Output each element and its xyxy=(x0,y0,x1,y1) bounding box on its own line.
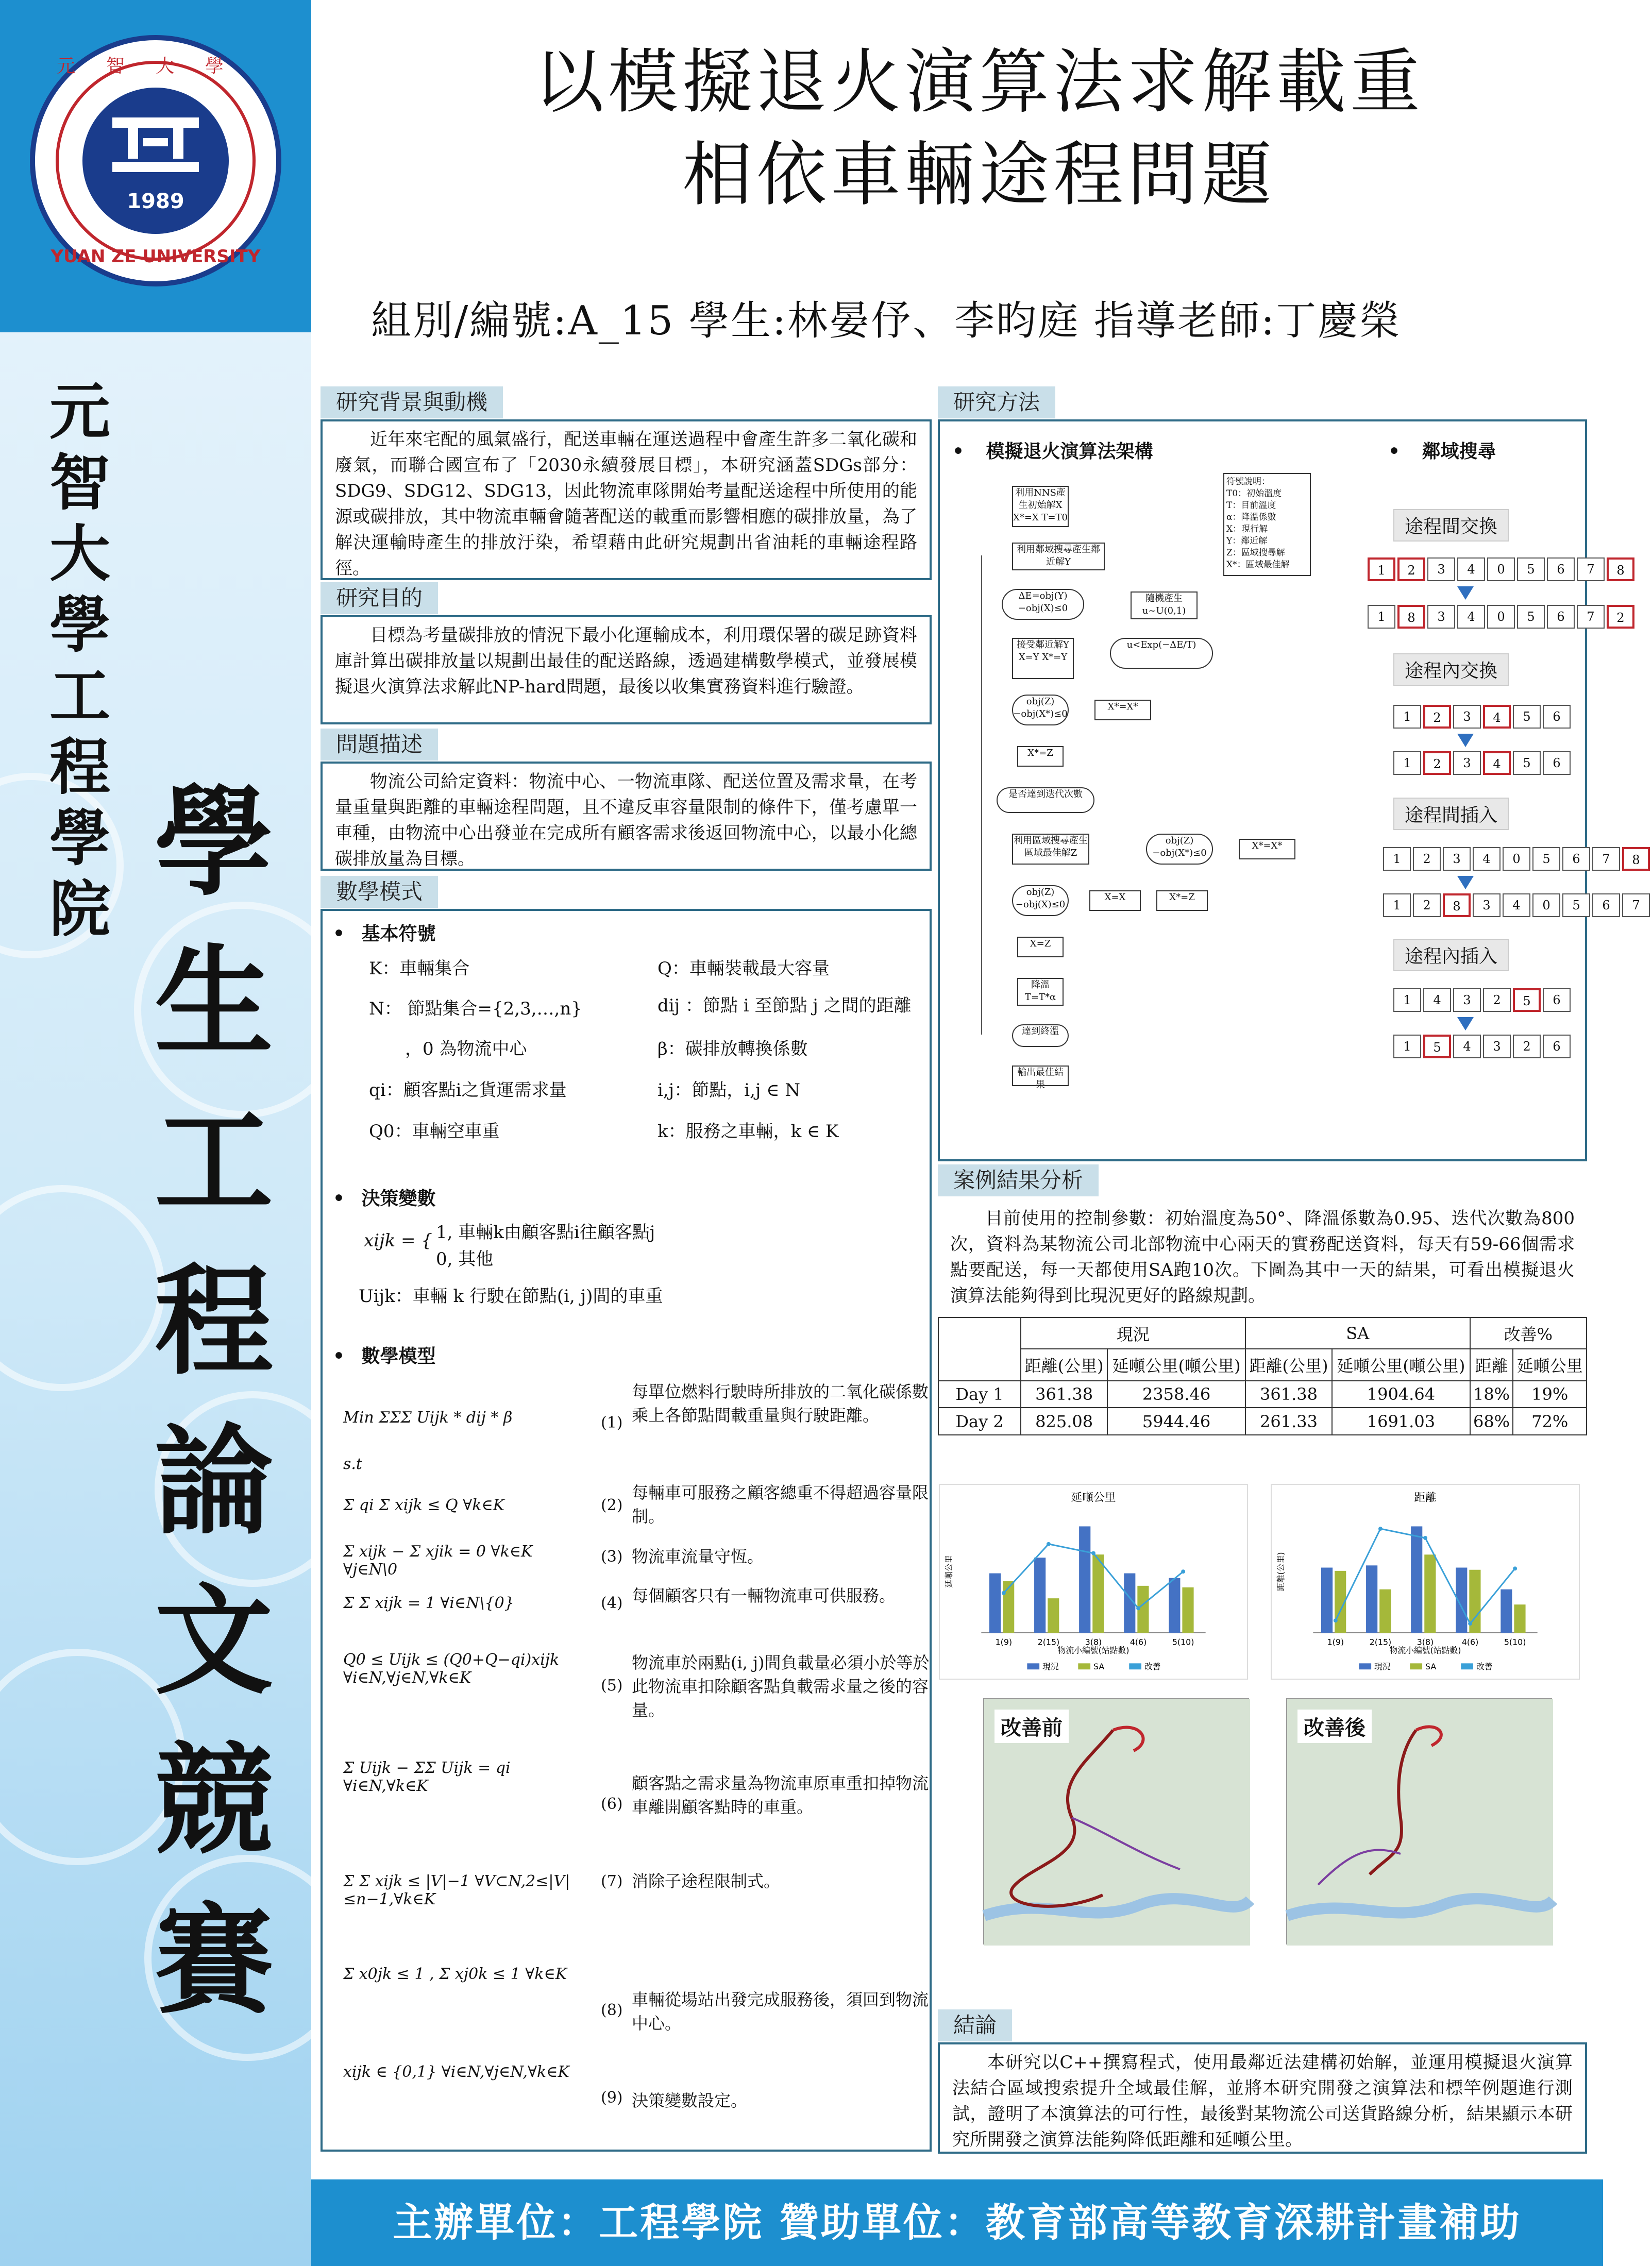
nb-title: 途程內插入 xyxy=(1393,939,1509,971)
nb-array-after xyxy=(1383,893,1652,917)
symbol-item: N： 節點集合={2,3,…,n} xyxy=(369,999,582,1019)
x-tick-label: 2(15) xyxy=(1369,1637,1392,1647)
equation-formula: Min ΣΣΣ Uijk * dij * β xyxy=(343,1409,513,1427)
legend-swatch xyxy=(1461,1663,1473,1669)
symbol-item: Q0：車輛空車重 xyxy=(369,1121,500,1142)
array-cell: 1 xyxy=(1393,1035,1421,1058)
bullet-decision: • 決策變數 xyxy=(333,1188,436,1209)
logo-year: 1989 xyxy=(127,190,184,213)
flow-decision: obj(Z)−obj(X*)≤0 xyxy=(1146,834,1213,865)
flow-decision: ΔE=obj(Y)−obj(X)≤0 xyxy=(1002,589,1084,620)
equation-desc: 消除子途程限制式。 xyxy=(632,1871,781,1891)
conclusion-text: 本研究以C++撰寫程式，使用最鄰近法建構初始解，並運用模擬退火演算法結合區域搜索提升全域最佳解，並將本研究開發之演算法和標竿例題進行測試，證明了本演算法的可行性，最後對某物流公司送貨路線分析，結果顯示本研究所開發之演算法能夠降低距離和延噸公里。 xyxy=(952,2052,1573,2150)
bar xyxy=(1424,1554,1436,1633)
bar xyxy=(1048,1598,1059,1633)
legend-label: 改善 xyxy=(1476,1662,1493,1672)
table-col-header: 延噸公里(噸公里) xyxy=(1107,1349,1245,1380)
college-name: 元智大學工程學院 xyxy=(49,376,110,945)
map-label-before: 改善前 xyxy=(994,1710,1069,1743)
array-cell: 1 xyxy=(1393,988,1421,1012)
x-tick-label: 2(15) xyxy=(1037,1637,1060,1647)
st-label: s.t xyxy=(343,1455,362,1473)
flow-step: 利用NNS產生初始解X X*=X T=T0 xyxy=(1012,486,1069,527)
array-cell: 3 xyxy=(1473,893,1501,917)
purpose-text: 目標為考量碳排放的情況下最小化運輸成本，利用環保署的碳足跡資料庫計算出碳排放量以規劃出最佳的配送路線，透過建構數學模式，並發展模擬退火演算法求解此NP-hard問題，最後以收集實務資料進行驗證。 xyxy=(335,625,917,697)
table-cell: 2358.46 xyxy=(1107,1381,1245,1408)
array-cell: 0 xyxy=(1487,605,1515,629)
legend-label: 現況 xyxy=(1374,1662,1391,1672)
nb-label: 鄰域搜尋 xyxy=(1422,441,1496,462)
array-cell: 3 xyxy=(1443,847,1471,871)
flow-decision: 達到終溫 xyxy=(1012,1024,1069,1047)
array-cell: 4 xyxy=(1473,847,1501,871)
table-cell: 361.38 xyxy=(1021,1381,1107,1408)
nb-title: 途程內交換 xyxy=(1393,653,1509,686)
math-box xyxy=(321,909,932,2152)
section-heading-purpose: 研究目的 xyxy=(321,582,438,614)
array-cell: 6 xyxy=(1543,751,1571,775)
flow-decision: obj(Z)−obj(X)≤0 xyxy=(1012,885,1069,916)
nb-array-after xyxy=(1368,605,1637,629)
equation-number: (5) xyxy=(601,1677,623,1695)
flow-step: X*=Z xyxy=(1017,746,1064,767)
legend-label: 改善 xyxy=(1144,1662,1161,1672)
array-cell: 4 xyxy=(1453,1035,1481,1058)
array-cell: 7 xyxy=(1622,893,1650,917)
legend-label: SA xyxy=(1093,1662,1105,1672)
array-cell: 3 xyxy=(1427,605,1455,629)
results-text: 目前使用的控制參數：初始溫度為50°、降溫係數為0.95、迭代次數為800次，資料為某物流公司北部物流中心兩天的實務配送資料，每天有59-66個需求點要配送，每一天都使用SA跑10次。下圖為其中一天的結果，可看出模擬退火演算法能夠得到比現況更好的路線規劃。 xyxy=(950,1208,1575,1306)
x-axis-label: 物流小編號(站點數) xyxy=(1057,1645,1130,1655)
symbol-item: Q：車輛裝載最大容量 xyxy=(658,958,830,979)
symbol-item: β：碳排放轉換係數 xyxy=(658,1039,808,1059)
array-cell: 2 xyxy=(1423,751,1451,775)
footer: 主辦單位：工程學院 贊助單位：教育部高等教育深耕計畫補助 xyxy=(311,2179,1603,2266)
legend-item: T：目前溫度 xyxy=(1226,500,1276,511)
array-cell: 8 xyxy=(1397,605,1425,629)
nb-title: 途程間插入 xyxy=(1393,798,1509,830)
chart-title: 延噸公里 xyxy=(1071,1491,1116,1504)
bar xyxy=(1379,1589,1391,1633)
nb-array-before xyxy=(1368,557,1637,581)
equation-number: (4) xyxy=(601,1594,623,1612)
equation-formula: Q0 ≤ Uijk ≤ (Q0+Q−qi)xijk ∀i∈N,∀j∈N,∀k∈K xyxy=(343,1651,560,1687)
conclusion-box xyxy=(938,2042,1587,2154)
array-cell: 0 xyxy=(1532,893,1560,917)
decision-x1: 1, 車輛k由顧客點i往顧客點j xyxy=(436,1222,655,1243)
array-cell: 5 xyxy=(1532,847,1560,871)
bar xyxy=(1501,1589,1512,1633)
array-cell: 3 xyxy=(1453,988,1481,1012)
x-tick-label: 4(6) xyxy=(1130,1637,1147,1647)
legend-item: 符號說明： xyxy=(1226,477,1270,487)
line-point xyxy=(1423,1536,1427,1540)
table-cell-day: Day 2 xyxy=(938,1408,1021,1435)
section-heading-background: 研究背景與動機 xyxy=(321,386,503,418)
method-box xyxy=(938,419,1640,1161)
array-cell: 2 xyxy=(1413,893,1441,917)
array-cell: 8 xyxy=(1622,847,1650,871)
array-cell: 3 xyxy=(1453,705,1481,729)
x-tick-label: 3(8) xyxy=(1085,1637,1102,1647)
flow-decision: obj(Z)−obj(X*)≤0 xyxy=(1012,695,1069,725)
flow-step: 隨機產生u~U(0,1) xyxy=(1131,591,1198,619)
problem-box xyxy=(321,762,932,871)
array-cell: 4 xyxy=(1457,605,1485,629)
legend-item: Z：區域搜尋解 xyxy=(1226,548,1285,558)
map-before xyxy=(983,1698,1249,1944)
chart-title: 距離 xyxy=(1414,1491,1437,1504)
nb-array-after xyxy=(1393,1035,1573,1058)
bullet-model: • 數學模型 xyxy=(333,1345,436,1367)
arrow-down-icon xyxy=(1457,876,1474,889)
table-row xyxy=(938,1408,1587,1435)
legend-item: α：降溫係數 xyxy=(1226,512,1276,522)
array-cell: 5 xyxy=(1517,605,1545,629)
sidebar xyxy=(0,0,311,2266)
array-cell: 2 xyxy=(1607,605,1634,629)
bullet-nb: • 鄰域搜尋 xyxy=(1388,441,1496,462)
array-cell: 2 xyxy=(1513,1035,1541,1058)
map-after xyxy=(1286,1698,1552,1944)
equation-number: (1) xyxy=(601,1414,623,1432)
x-tick-label: 4(6) xyxy=(1461,1637,1479,1647)
bar xyxy=(1079,1526,1090,1632)
legend-item: Y：鄰近解 xyxy=(1226,536,1268,546)
chart-distance xyxy=(1271,1484,1580,1680)
sa-label: 模擬退火演算法架構 xyxy=(986,441,1153,462)
table-cell: 19% xyxy=(1513,1381,1587,1408)
table-cell: 5944.46 xyxy=(1107,1408,1245,1435)
legend-swatch xyxy=(1078,1663,1090,1669)
contest-name: 學生工程論文競賽 xyxy=(154,773,273,2030)
equation-formula: Σ x0jk ≤ 1 , Σ xj0k ≤ 1 ∀k∈K xyxy=(343,1965,567,1983)
array-cell: 6 xyxy=(1547,605,1575,629)
legend-item: T0：初始溫度 xyxy=(1226,488,1282,499)
flow-step: X*=X* xyxy=(1094,700,1151,720)
logo-english: YUAN ZE UNIVERSITY xyxy=(50,246,261,267)
arrow-down-icon xyxy=(1457,586,1474,600)
section-heading-problem: 問題描述 xyxy=(321,729,438,760)
equation-desc: 物流車於兩點(i, j)間負載量必須小於等於此物流車扣除顧客點負載需求量之後的容量。 xyxy=(632,1653,930,1720)
array-cell: 1 xyxy=(1383,847,1411,871)
table-corner xyxy=(938,1317,1021,1381)
purpose-box xyxy=(321,615,932,724)
decision-xijk-symbol: xijk = { xyxy=(364,1230,432,1251)
bar xyxy=(1092,1554,1104,1633)
table-group-header: SA xyxy=(1245,1317,1470,1349)
array-cell: 1 xyxy=(1368,605,1395,629)
equation-number: (9) xyxy=(601,2089,623,2107)
bar xyxy=(1034,1558,1046,1633)
array-cell: 2 xyxy=(1423,705,1451,729)
chart-ton-km xyxy=(939,1484,1248,1680)
bar xyxy=(1321,1568,1333,1633)
array-cell: 0 xyxy=(1487,557,1515,581)
bullet-basic-symbols: • 基本符號 xyxy=(333,923,436,944)
x-tick-label: 5(10) xyxy=(1172,1637,1194,1647)
table-group-header: 現況 xyxy=(1021,1317,1245,1349)
arrow-down-icon xyxy=(1457,734,1474,747)
section-heading-method: 研究方法 xyxy=(938,386,1055,418)
line-point xyxy=(1468,1621,1472,1626)
flow-connector xyxy=(981,555,982,1035)
equation-number: (2) xyxy=(601,1496,623,1514)
legend-item: X*：區域最佳解 xyxy=(1226,560,1290,570)
bar xyxy=(1514,1604,1525,1633)
equation-number: (8) xyxy=(601,2001,623,2019)
section-heading-conclusion: 結論 xyxy=(938,2009,1012,2041)
table-col-header: 距離(公里) xyxy=(1245,1349,1332,1380)
array-cell: 6 xyxy=(1592,893,1620,917)
problem-text: 物流公司給定資料：物流中心、一物流車隊、配送位置及需求量，在考量重量與距離的車輛途程問題，且不違反車容量限制的條件下，僅考慮單一車種，由物流中心出發並在完成所有顧客需求後返回物流中心，以最小化總碳排放量為目標。 xyxy=(335,771,917,869)
poster-title xyxy=(361,36,1597,222)
line-point xyxy=(1181,1569,1185,1574)
authors: 組別/編號:A_15 學生:林晏伃、李昀庭 指導老師:丁慶榮 xyxy=(371,298,1402,344)
decision-x0: 0, 其他 xyxy=(436,1249,494,1270)
flow-step: X*=Z xyxy=(1156,890,1208,911)
decision-u: Uijk：車輛 k 行駛在節點(i, j)間的車重 xyxy=(359,1286,663,1307)
table-row xyxy=(938,1381,1587,1408)
equation-desc: 每個顧客只有一輛物流車可供服務。 xyxy=(632,1586,896,1605)
table-cell: 261.33 xyxy=(1245,1408,1332,1435)
equation-desc: 決策變數設定。 xyxy=(632,2091,748,2110)
equation-formula: Σ xijk − Σ xjik = 0 ∀k∈K ∀j∈N\0 xyxy=(343,1543,533,1579)
equation-formula: Σ Σ xijk = 1 ∀i∈N\{0} xyxy=(343,1594,514,1612)
line-point xyxy=(1378,1527,1383,1531)
bar xyxy=(1169,1578,1180,1633)
flow-step: 利用區域搜尋產生區域最佳解Z xyxy=(1012,834,1089,865)
array-cell: 1 xyxy=(1368,557,1395,581)
equation-desc: 車輛從場站出發完成服務後，須回到物流中心。 xyxy=(632,1990,929,2033)
equation-formula: Σ Uijk − ΣΣ Uijk = qi ∀i∈N,∀k∈K xyxy=(343,1759,511,1795)
legend-label: 現況 xyxy=(1042,1662,1059,1672)
table-cell: 361.38 xyxy=(1245,1381,1332,1408)
background-box xyxy=(321,419,932,580)
section-heading-math: 數學模式 xyxy=(321,876,438,908)
symbol-item: k：服務之車輛，k ∈ K xyxy=(658,1121,839,1142)
line-point xyxy=(1002,1591,1006,1595)
equation-formula: Σ qi Σ xijk ≤ Q ∀k∈K xyxy=(343,1496,505,1514)
equation-desc: 物流車流量守恆。 xyxy=(632,1547,764,1566)
array-cell: 5 xyxy=(1423,1035,1451,1058)
array-cell: 8 xyxy=(1607,557,1634,581)
equation-formula: xijk ∈ {0,1} ∀i∈N,∀j∈N,∀k∈K xyxy=(343,2063,569,2081)
array-cell: 2 xyxy=(1413,847,1441,871)
table-cell: 1904.64 xyxy=(1332,1381,1470,1408)
line-point xyxy=(1334,1618,1338,1622)
bullet-sa: • 模擬退火演算法架構 xyxy=(952,441,1153,462)
array-cell: 1 xyxy=(1383,893,1411,917)
line-point xyxy=(1047,1542,1051,1546)
nb-title: 途程間交換 xyxy=(1393,509,1509,542)
array-cell: 2 xyxy=(1397,557,1425,581)
symbol-item: ，0 為物流中心 xyxy=(405,1039,527,1059)
array-cell: 4 xyxy=(1457,557,1485,581)
title-line-2: 相依車輛途程問題 xyxy=(682,134,1276,216)
results-table xyxy=(938,1317,1587,1435)
flow-step: X*=X* xyxy=(1239,839,1295,859)
array-cell: 7 xyxy=(1577,605,1605,629)
array-cell: 4 xyxy=(1503,893,1530,917)
legend-swatch xyxy=(1027,1663,1039,1669)
x-tick-label: 3(8) xyxy=(1417,1637,1434,1647)
flow-step: 輸出最佳結果 xyxy=(1012,1066,1069,1086)
flow-legend xyxy=(1223,473,1311,576)
array-cell: 6 xyxy=(1562,847,1590,871)
equation-desc: 顧客點之需求量為物流車原車重扣掉物流車離開顧客點時的車重。 xyxy=(632,1773,929,1817)
nb-array-before xyxy=(1393,988,1573,1012)
symbol-item: K：車輛集合 xyxy=(369,958,470,979)
equation-desc: 每單位燃料行駛時所排放的二氧化碳係數乘上各節點間載重量與行駛距離。 xyxy=(632,1382,929,1425)
sidebar-header xyxy=(0,0,311,332)
logo-chinese: 元智大學 xyxy=(56,56,255,77)
y-axis-label: 延噸公里 xyxy=(943,1555,954,1588)
flow-step: X=X xyxy=(1089,890,1141,911)
legend-swatch xyxy=(1359,1663,1371,1669)
bar xyxy=(1366,1565,1377,1633)
nb-array-before xyxy=(1393,705,1573,729)
array-cell: 1 xyxy=(1393,751,1421,775)
array-cell: 1 xyxy=(1393,705,1421,729)
array-cell: 5 xyxy=(1513,751,1541,775)
legend-label: SA xyxy=(1425,1662,1437,1672)
flow-step: 利用鄰域搜尋產生鄰近解Y xyxy=(1012,543,1105,570)
array-cell: 3 xyxy=(1483,1035,1511,1058)
table-cell: 68% xyxy=(1470,1408,1513,1435)
university-logo xyxy=(30,35,281,286)
x-tick-label: 1(9) xyxy=(1327,1637,1344,1647)
legend-swatch xyxy=(1129,1663,1141,1669)
swirl-decoration xyxy=(0,1185,165,1391)
background-text: 近年來宅配的風氣盛行，配送車輛在運送過程中會產生許多二氧化碳和廢氣，而聯合國宣布了「2030永續發展目標」，本研究涵蓋SDGs部分：SDG9、SDG12、SDG13，因此物流車隊開始考量配送途程中所使用的能源或碳排放，其中物流車輛會隨著配送的載重而影響相應的碳排放量，為了解決運輸時產生的排放汙染，希望藉由此研究規劃出省油耗的車輛途程路徑。 xyxy=(335,429,917,579)
array-cell: 4 xyxy=(1483,705,1511,729)
array-cell: 5 xyxy=(1513,988,1541,1012)
basic-symbols-label: 基本符號 xyxy=(361,923,436,944)
table-cell: 72% xyxy=(1513,1408,1587,1435)
table-cell: 825.08 xyxy=(1021,1408,1107,1435)
flow-step: X=Z xyxy=(1017,937,1064,957)
equation-formula: Σ Σ xijk ≤ |V|−1 ∀V⊂N,2≤|V|≤n−1,∀k∈K xyxy=(343,1872,570,1908)
array-cell: 5 xyxy=(1517,557,1545,581)
array-cell: 6 xyxy=(1543,705,1571,729)
symbol-item: i,j：節點，i,j ∈ N xyxy=(658,1080,800,1101)
array-cell: 6 xyxy=(1547,557,1575,581)
map-label-after: 改善後 xyxy=(1297,1710,1372,1743)
bar xyxy=(1411,1526,1422,1632)
table-group-header: 改善% xyxy=(1470,1317,1587,1349)
table-col-header: 距離(公里) xyxy=(1021,1349,1107,1380)
array-cell: 5 xyxy=(1562,893,1590,917)
x-tick-label: 5(10) xyxy=(1504,1637,1526,1647)
arrow-down-icon xyxy=(1457,1017,1474,1030)
nb-array-after xyxy=(1393,751,1573,775)
equation-number: (6) xyxy=(601,1795,623,1813)
array-cell: 6 xyxy=(1543,988,1571,1012)
model-label: 數學模型 xyxy=(361,1345,436,1367)
logo-symbol-icon xyxy=(112,117,199,174)
array-cell: 4 xyxy=(1483,751,1511,775)
array-cell: 2 xyxy=(1483,988,1511,1012)
legend-item: X：現行解 xyxy=(1226,524,1268,534)
equation-number: (7) xyxy=(601,1872,623,1890)
title-line-1: 以模擬退火演算法求解載重 xyxy=(534,42,1424,123)
flow-decision: 是否達到迭代次數 xyxy=(997,787,1094,813)
y-axis-label: 距離(公里) xyxy=(1275,1552,1286,1592)
table-col-header: 延噸公里(噸公里) xyxy=(1332,1349,1470,1380)
array-cell: 6 xyxy=(1543,1035,1571,1058)
array-cell: 7 xyxy=(1592,847,1620,871)
array-cell: 4 xyxy=(1423,988,1451,1012)
line-point xyxy=(1091,1551,1095,1555)
flow-step: 接受鄰近解Y X=Y X*=Y xyxy=(1012,638,1074,679)
equation-desc: 每輛車可服務之顧客總重不得超過容量限制。 xyxy=(632,1483,929,1526)
table-cell-day: Day 1 xyxy=(938,1381,1021,1408)
symbol-item: qi：顧客點i之貨運需求量 xyxy=(369,1080,567,1101)
x-tick-label: 1(9) xyxy=(995,1637,1013,1647)
flow-step: 降溫 T=T*α xyxy=(1017,978,1064,1006)
line-point xyxy=(1136,1606,1140,1610)
nb-array-before xyxy=(1383,847,1652,871)
array-cell: 3 xyxy=(1453,751,1481,775)
table-cell: 18% xyxy=(1470,1381,1513,1408)
legend-swatch xyxy=(1410,1663,1422,1669)
x-axis-label: 物流小編號(站點數) xyxy=(1389,1645,1461,1655)
array-cell: 0 xyxy=(1503,847,1530,871)
equation-number: (3) xyxy=(601,1548,623,1566)
flow-decision: u<Exp(−ΔE/T) xyxy=(1110,638,1213,669)
decision-label: 決策變數 xyxy=(361,1188,436,1209)
table-col-header: 延噸公里 xyxy=(1513,1349,1587,1380)
table-col-header: 距離 xyxy=(1470,1349,1513,1380)
array-cell: 5 xyxy=(1513,705,1541,729)
symbol-item: dij ：節點 i 至節點 j 之間的距離 xyxy=(658,995,912,1016)
array-cell: 3 xyxy=(1427,557,1455,581)
bar xyxy=(1182,1587,1193,1633)
section-heading-results: 案例結果分析 xyxy=(938,1164,1099,1196)
line-point xyxy=(1513,1566,1517,1570)
array-cell: 7 xyxy=(1577,557,1605,581)
bar xyxy=(989,1574,1001,1633)
table-cell: 1691.03 xyxy=(1332,1408,1470,1435)
array-cell: 8 xyxy=(1443,893,1471,917)
